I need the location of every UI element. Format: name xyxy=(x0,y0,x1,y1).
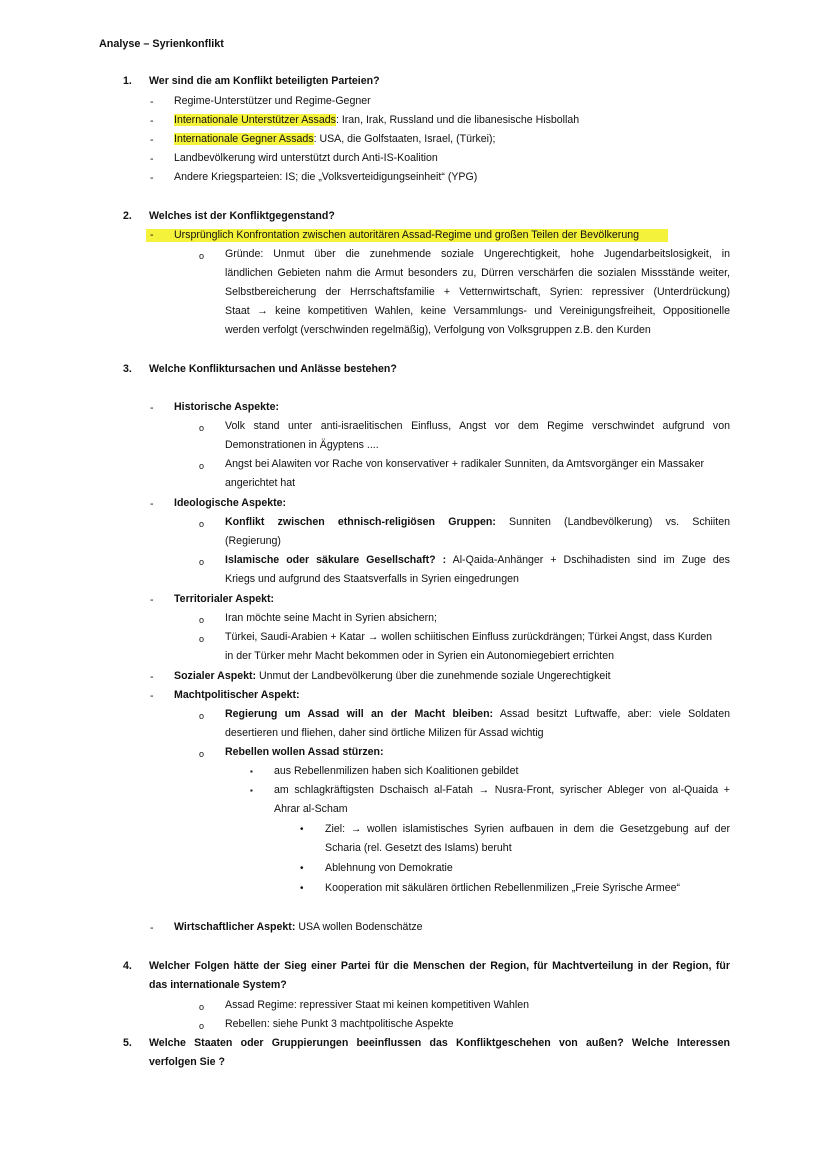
q1-item-5: Andere Kriegsparteien: IS; die „Volksverteidigungseinheit“ (YPG) xyxy=(174,171,478,183)
circle-bullet: o xyxy=(199,634,205,644)
q2-question: Welches ist der Konfliktgegenstand? xyxy=(149,210,335,222)
machtpolitisch-p1-line2: desertieren und fliehen, daher sind örtliche Milizen für Assad wichtig xyxy=(225,727,544,739)
q3-dash: - xyxy=(150,690,154,702)
machtpolitisch-p2: Rebellen wollen Assad stürzen: xyxy=(225,746,384,758)
sozial-text: Unmut der Landbevölkerung über die zunehmende soziale Ungerechtigkeit xyxy=(256,670,611,682)
circle-bullet: o xyxy=(199,519,205,529)
historisch-p1: Demonstrationen in Ägyptens .... xyxy=(225,439,379,451)
q2-reason-line: ländlichen Gebieten nahm die Armut besonders zu, Dürren verschärfen die sozialen Missstände weiter, xyxy=(225,267,730,279)
circle-bullet: o xyxy=(199,749,205,759)
machtpolitisch-p1 xyxy=(225,708,730,720)
q1-item-2-text: : Iran, Irak, Russland und die libanesische Hisbollah xyxy=(335,114,580,126)
q3-dash: - xyxy=(150,498,154,510)
q1-dash: - xyxy=(150,153,154,165)
q4-number: 4. xyxy=(123,960,132,972)
territorial-p1: Iran möchte seine Macht in Syrien absichern; xyxy=(225,612,437,624)
circle-bullet: o xyxy=(199,251,205,261)
rebellen-sub-1: aus Rebellenmilizen haben sich Koalitionen gebildet xyxy=(274,765,519,777)
historisch-p2: Angst bei Alawiten vor Rache von konservativer + radikaler Sunniten, da Amtsvorgänger ein Massaker xyxy=(225,458,705,470)
historisch-heading: Historische Aspekte: xyxy=(174,401,279,413)
circle-bullet: o xyxy=(199,423,205,433)
territorial-p2: Türkei, Saudi-Arabien + Katar → wollen schiitischen Einfluss zurückdrängen; Türkei Angst, dass Kurden xyxy=(225,631,713,643)
ideologisch-p2 xyxy=(225,554,730,566)
circle-bullet: o xyxy=(199,1002,205,1012)
q2-highlight-item xyxy=(146,229,668,242)
wirtschaft-line xyxy=(174,921,423,934)
q3-question: Welche Konfliktursachen und Anlässe bestehen? xyxy=(149,363,397,375)
q2-number: 2. xyxy=(123,210,132,222)
circle-bullet: o xyxy=(199,557,205,567)
q4-question: das internationale System? xyxy=(149,979,287,991)
ideologisch-p2-text: Al-Qaida-Anhänger + Dschihadisten sind im Zuge des xyxy=(446,554,730,566)
rebellen-ziel: Ziel: → wollen islamistisches Syrien aufbauen in dem die Gesetzgebung auf der xyxy=(325,823,730,835)
q1-dash: - xyxy=(150,134,154,146)
q1-dash: - xyxy=(150,115,154,127)
highlight-text: Internationale Gegner Assads xyxy=(174,133,314,145)
rebellen-ablehnung: Ablehnung von Demokratie xyxy=(325,862,453,874)
sozial-heading: Sozialer Aspekt: xyxy=(174,670,257,682)
q1-item-2 xyxy=(174,114,579,127)
q1-question: Wer sind die am Konflikt beteiligten Parteien? xyxy=(149,75,380,87)
q1-number: 1. xyxy=(123,75,132,87)
territorial-p2: in der Türker mehr Macht bekommen oder in Syrien ein Autonomiegebiert errichten xyxy=(225,650,615,662)
q2-reason-line: Selbstbereicherung der Herrschaftsfamilie + Vetternwirtschaft, Syrien: repressiver (Unterdrückung) xyxy=(225,286,730,298)
circle-bullet: o xyxy=(199,461,205,471)
square-bullet: ▪ xyxy=(250,786,253,795)
q5-question: Welche Staaten oder Gruppierungen beeinflussen das Konfliktgeschehen von außen? Welche Interessen xyxy=(149,1037,730,1049)
rebellen-kooperation: Kooperation mit säkulären örtlichen Rebellenmilizen „Freie Syrische Armee“ xyxy=(325,882,681,894)
circle-bullet: o xyxy=(199,711,205,721)
ideologisch-heading: Ideologische Aspekte: xyxy=(174,497,287,509)
q3-dash: - xyxy=(150,671,154,683)
round-bullet: • xyxy=(300,863,304,874)
q2-dash: - xyxy=(150,229,154,241)
q1-dash: - xyxy=(150,172,154,184)
q1-item-4: Landbevölkerung wird unterstützt durch Anti-IS-Koalition xyxy=(174,152,438,164)
q1-item-3-text: : USA, die Golfstaaten, Israel, (Türkei); xyxy=(313,133,496,145)
rebellen-sub-2: am schlagkräftigsten Dschaisch al-Fatah → Nusra-Front, syrischer Ableger von al-Quaida + xyxy=(274,784,730,796)
rebellen-sub-2: Ahrar al-Scham xyxy=(274,803,348,815)
machtpolitisch-p1-bold: Regierung um Assad will an der Macht bleiben: xyxy=(225,708,494,720)
q1-item-1: Regime-Unterstützer und Regime-Gegner xyxy=(174,95,371,107)
territorial-heading: Territorialer Aspekt: xyxy=(174,593,275,605)
highlight-text: Internationale Unterstützer Assads xyxy=(174,114,336,126)
q4-item: Assad Regime: repressiver Staat mi keinen kompetitiven Wahlen xyxy=(225,999,530,1011)
q1-dash: - xyxy=(150,96,154,108)
ideologisch-p1 xyxy=(225,516,730,528)
ideologisch-p1-line2: (Regierung) xyxy=(225,535,281,547)
round-bullet: • xyxy=(300,824,304,835)
machtpolitisch-heading: Machtpolitischer Aspekt: xyxy=(174,689,300,701)
historisch-p2: angerichtet hat xyxy=(225,477,296,489)
ideologisch-p2-line2: Kriegs und aufgrund des Staatsverfalls in Syrien eingedrungen xyxy=(225,573,519,585)
rebellen-ziel: Scharia (rel. Gesetzt des Islams) beruht xyxy=(325,842,512,854)
wirtschaft-heading: Wirtschaftlicher Aspekt: xyxy=(174,921,296,933)
round-bullet: • xyxy=(300,883,304,894)
q2-reason-line: Staat → keine kompetitiven Wahlen, keine Versammlungs- und Vereinigungsfreiheit, Oppositionelle xyxy=(225,305,730,317)
q3-dash: - xyxy=(150,594,154,606)
ideologisch-p2-bold: Islamische oder säkulare Gesellschaft? : xyxy=(225,554,447,566)
q2-highlight-text: Ursprünglich Konfrontation zwischen autoritären Assad-Regime und großen Teilen der Bevölkerung xyxy=(174,229,640,241)
sozial-line xyxy=(174,670,611,683)
q4-question: Welcher Folgen hätte der Sieg einer Partei für die Menschen der Region, für Machtverteilung in der Region, für xyxy=(149,960,730,972)
wirtschaft-text: USA wollen Bodenschätze xyxy=(295,921,423,933)
q2-reason-line: Gründe: Unmut über die zunehmende soziale Ungerechtigkeit, hohe Jugendarbeitslosigkeit, in xyxy=(225,248,730,260)
q2-reason-line: werden verfolgt (verschwinden regelmäßig), Verfolgung von Volksgruppen z.B. den Kurden xyxy=(225,324,651,336)
q5-question: verfolgen Sie ? xyxy=(149,1056,225,1068)
ideologisch-p1-text: Sunniten (Landbevölkerung) vs. Schiiten xyxy=(495,516,730,528)
square-bullet: ▪ xyxy=(250,767,253,776)
q4-item: Rebellen: siehe Punkt 3 machtpolitische Aspekte xyxy=(225,1018,454,1030)
q1-item-3 xyxy=(174,133,496,146)
machtpolitisch-p1-text: Assad besitzt Luftwaffe, aber: viele Soldaten xyxy=(493,708,730,720)
ideologisch-p1-bold: Konflikt zwischen ethnisch-religiösen Gruppen: xyxy=(225,516,496,528)
q5-number: 5. xyxy=(123,1037,132,1049)
q3-number: 3. xyxy=(123,363,132,375)
q3-dash: - xyxy=(150,402,154,414)
circle-bullet: o xyxy=(199,1021,205,1031)
document-title: Analyse – Syrienkonflikt xyxy=(99,38,224,50)
q3-dash: - xyxy=(150,922,154,934)
circle-bullet: o xyxy=(199,615,205,625)
historisch-p1: Volk stand unter anti-israelitischen Einfluss, Angst vor dem Regime verschwindet aufgrund von xyxy=(225,420,730,432)
